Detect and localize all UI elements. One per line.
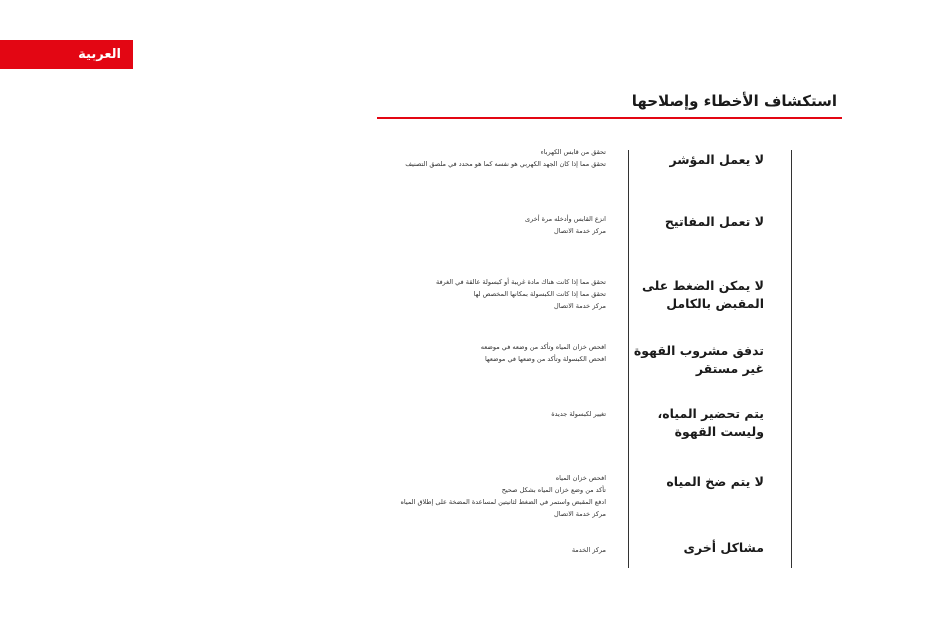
remedy-item: تحقق مما إذا كان الجهد الكهربي هو نفسه كما هو محدد في ملصق التصنيف xyxy=(405,160,606,168)
problem-text: لا يتم ضخ المياه xyxy=(666,474,764,489)
page-title: استكشاف الأخطاء وإصلاحها xyxy=(631,92,837,110)
remedy-item: مركز خدمة الاتصال xyxy=(554,227,606,235)
problem-text: يتم تحضير المياه، وليست القهوة xyxy=(657,406,764,439)
problem-text: لا يعمل المؤشر xyxy=(669,152,764,167)
problem-text: تدفق مشروب القهوة غير مستقر xyxy=(633,343,764,376)
remedy-item: مركز خدمة الاتصال xyxy=(554,510,606,518)
remedy-item: مركز خدمة الاتصال xyxy=(554,302,606,310)
remedy-item: افحص خزان المياه xyxy=(555,474,606,482)
remedy-list xyxy=(356,276,606,312)
remedy-list xyxy=(356,408,606,420)
remedy-item: افحص خزان المياه وتأكد من وضعه في موضعه xyxy=(480,343,606,351)
remedy-list xyxy=(356,146,606,170)
problem-text: لا يمكن الضغط على المقبض بالكامل xyxy=(642,278,764,311)
remedy-list xyxy=(356,472,606,520)
table-edge-divider xyxy=(791,150,792,568)
remedy-item: تأكد من وضع خزان المياه بشكل صحيح xyxy=(501,486,606,494)
remedy-item: ادفع المقبض واستمر في الضغط لثانيتين لمساعدة المضخة على إطلاق المياه xyxy=(400,498,606,506)
remedy-item: تحقق مما إذا كانت هناك مادة غريبة أو كبسولة عالقة في الغرفة xyxy=(435,278,606,286)
title-divider xyxy=(377,117,842,119)
remedy-list xyxy=(356,213,606,237)
remedy-list xyxy=(356,544,606,556)
remedy-list xyxy=(356,341,606,365)
remedy-item: تغيير لكبسولة جديدة xyxy=(551,410,606,418)
remedy-item: تحقق من قابس الكهرباء xyxy=(540,148,606,156)
language-tab[interactable] xyxy=(0,40,133,69)
language-tab-label: العربية xyxy=(78,47,121,62)
remedy-item: مركز الخدمة xyxy=(571,546,606,554)
remedy-item: افحص الكبسولة وتأكد من وضعها في موضعها xyxy=(484,355,606,363)
remedy-item: تحقق مما إذا كانت الكبسولة بمكانها المخصص لها xyxy=(473,290,606,298)
problem-text: لا تعمل المفاتيح xyxy=(664,214,764,229)
remedy-item: انزع القابس وأدخله مرة أخرى xyxy=(525,215,606,223)
problem-text: مشاكل أخرى xyxy=(683,540,764,555)
